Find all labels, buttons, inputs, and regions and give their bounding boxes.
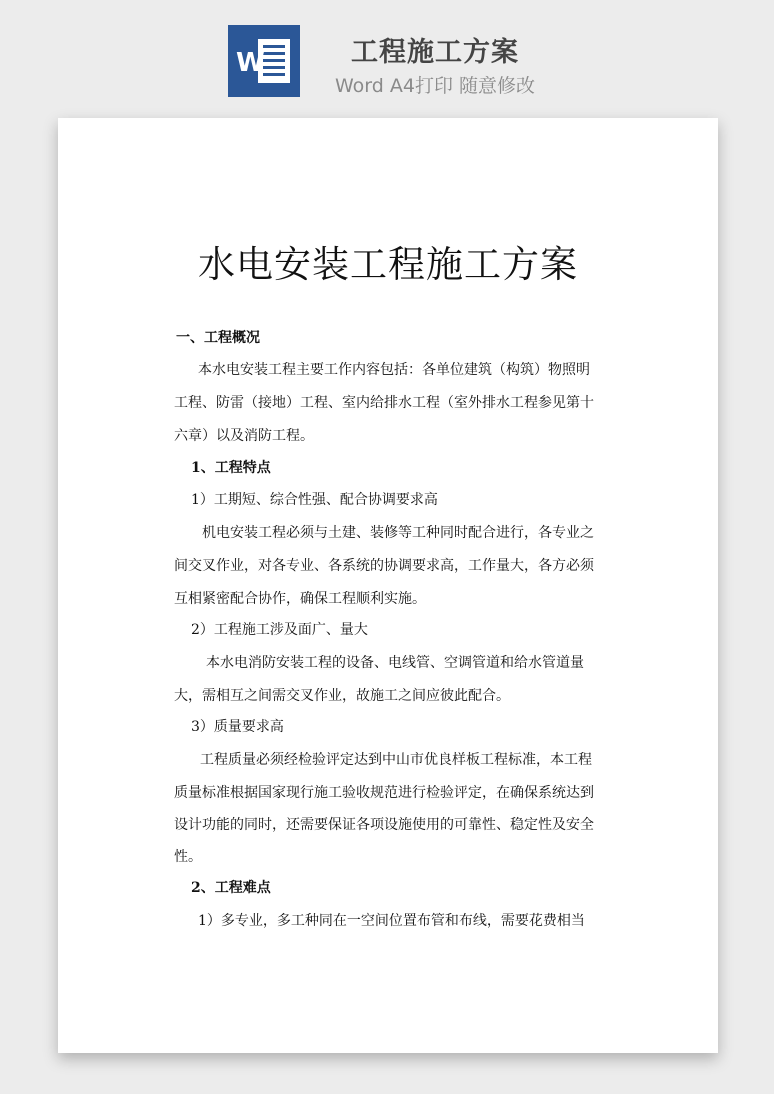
document-page (58, 118, 718, 1053)
paragraph-line: 性。 (174, 849, 202, 865)
paragraph-line: 六章）以及消防工程。 (174, 428, 314, 444)
list-item: 1）多专业，多工种同在一空间位置布管和布线，需要花费相当 (198, 913, 585, 929)
list-item: 2）工程施工涉及面广、量大 (191, 622, 368, 638)
heading-section-1: 一、工程概况 (176, 330, 260, 346)
paragraph-line: 质量标准根据国家现行施工验收规范进行检验评定，在确保系统达到 (174, 785, 594, 801)
heading-subsection-1: 1、工程特点 (191, 460, 271, 476)
paragraph-line: 设计功能的同时，还需要保证各项设施使用的可靠性、稳定性及安全 (174, 817, 594, 833)
paragraph-line: 本水电消防安装工程的设备、电线管、空调管道和给水管道量 (206, 655, 584, 671)
paragraph-line: 大，需相互之间需交叉作业，故施工之间应彼此配合。 (174, 688, 510, 704)
watermark: ​ (69, 450, 87, 471)
logo-letter: W (236, 48, 265, 78)
document-title: 水电安装工程施工方案 (198, 243, 578, 286)
banner-title: 工程施工方案 (351, 37, 519, 68)
paragraph-line: 本水电安装工程主要工作内容包括：各单位建筑（构筑）物照明 (198, 362, 590, 378)
paragraph-line: 工程、防雷（接地）工程、室内给排水工程（室外排水工程参见第十 (174, 395, 594, 411)
list-item: 1）工期短、综合性强、配合协调要求高 (191, 492, 438, 508)
banner (0, 0, 774, 110)
word-document-icon (228, 25, 300, 97)
paragraph-line: 机电安装工程必须与土建、装修等工种同时配合进行，各专业之 (202, 525, 594, 541)
list-item: 3）质量要求高 (191, 719, 284, 735)
banner-subtitle: Word A4打印 随意修改 (334, 75, 535, 97)
paragraph-line: 工程质量必须经检验评定达到中山市优良样板工程标准，本工程 (200, 752, 592, 768)
heading-subsection-2: 2、工程难点 (191, 880, 271, 896)
paragraph-line: 互相紧密配合协作，确保工程顺利实施。 (174, 591, 426, 607)
paragraph-line: 间交叉作业，对各专业、各系统的协调要求高，工作量大，各方必须 (174, 558, 594, 574)
